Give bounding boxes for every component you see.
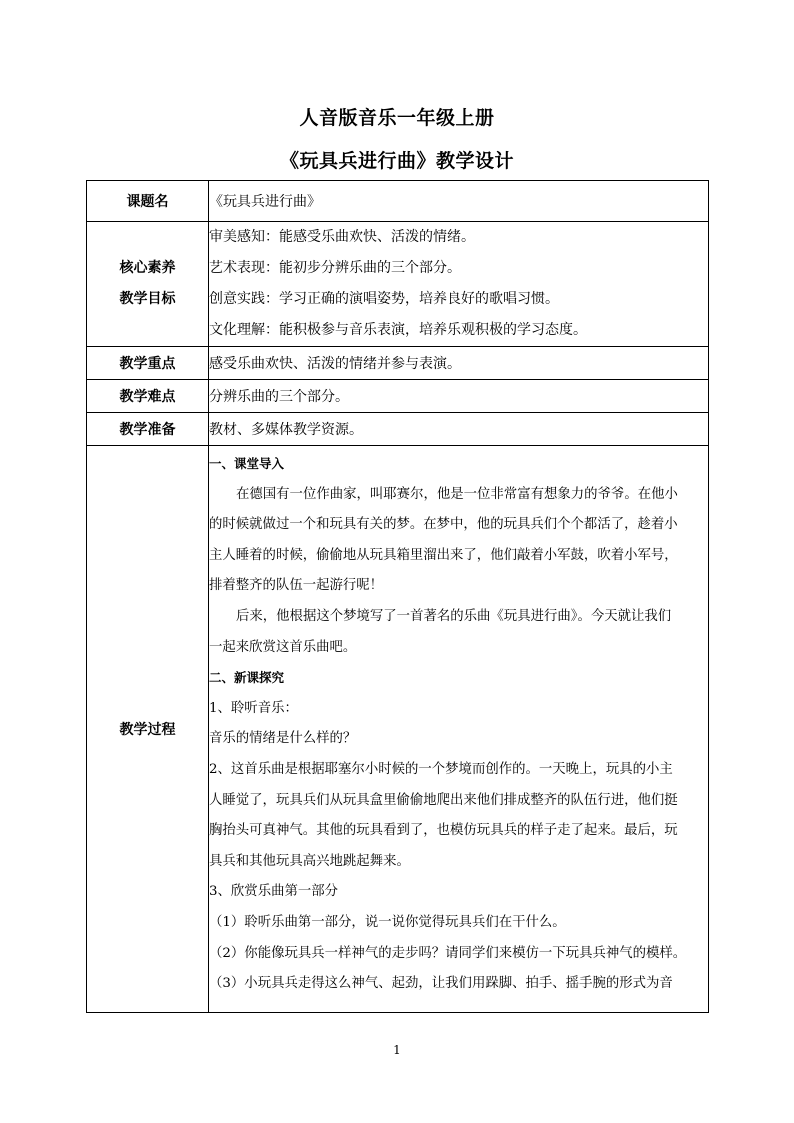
difficulty-label: 教学难点: [87, 380, 209, 413]
difficulty-row: [87, 380, 709, 413]
paragraph-line: 后来，他根据这个梦境写了一首著名的乐曲《玩具进行曲》。今天就让我们: [236, 608, 672, 624]
goals-row: [87, 222, 709, 347]
preparation-label: 教学准备: [87, 413, 209, 446]
paragraph-line: 2、这首乐曲是根据耶塞尔小时候的一个梦境而创作的。一天晚上，玩具的小主: [209, 761, 673, 777]
section-heading: 一、课堂导入: [209, 456, 285, 471]
paragraph-line: 胸抬头可真神气。其他的玩具看到了，也模仿玩具兵的样子走了起来。最后，玩: [209, 823, 678, 839]
goal-item: 审美感知：能感受乐曲欢快、活泼的情绪。: [209, 229, 475, 245]
document-title-line-1: 人音版音乐一年级上册: [299, 107, 495, 129]
document-title-line-2: 《玩具兵进行曲》教学设计: [279, 150, 514, 172]
key-point-label: 教学重点: [87, 347, 209, 380]
page-number: 1: [393, 1043, 401, 1057]
section-heading: 二、新课探究: [209, 670, 285, 686]
paragraph-line: 一起来欣赏这首乐曲吧。: [209, 639, 357, 655]
topic-value: 《玩具兵进行曲》: [209, 181, 709, 222]
paragraph-line: 3、欣赏乐曲第一部分: [209, 884, 339, 900]
goal-item: 创意实践：学习正确的演唱姿势，培养良好的歌唱习惯。: [209, 291, 559, 307]
paragraph-line: 1、聆听音乐：: [209, 700, 298, 716]
goals-label-line-2: 教学目标: [119, 291, 176, 307]
goal-item: 文化理解：能积极参与音乐表演，培养乐观积极的学习态度。: [209, 322, 587, 338]
paragraph-line: 人睡觉了，玩具兵们从玩具盒里偷偷地爬出来他们排成整齐的队伍行进，他们挺: [209, 792, 678, 808]
paragraph-line: （2）你能像玩具兵一样神气的走步吗？请同学们来模仿一下玩具兵神气的模样。: [209, 945, 687, 961]
paragraph-line: 排着整齐的队伍一起游行呢！: [209, 578, 384, 594]
key-point-value: 感受乐曲欢快、活泼的情绪并参与表演。: [209, 347, 709, 380]
goals-label-line-1: 核心素养: [119, 260, 176, 276]
difficulty-value: 分辨乐曲的三个部分。: [209, 380, 709, 413]
goal-item: 艺术表现：能初步分辨乐曲的三个部分。: [209, 260, 461, 276]
paragraph-line: 的时候就做过一个和玩具有关的梦。在梦中，他的玩具兵们个个都活了，趁着小: [209, 517, 678, 533]
paragraph-line: 音乐的情绪是什么样的？: [209, 731, 357, 747]
process-label: 教学过程: [87, 446, 209, 1013]
lesson-plan-table: [86, 180, 709, 1013]
topic-row: [87, 181, 709, 222]
paragraph-line: 主人睡着的时候，偷偷地从玩具箱里溜出来了，他们敲着小军鼓，吹着小军号，: [209, 547, 678, 563]
paragraph-line: 在德国有一位作曲家，叫耶赛尔，他是一位非常富有想象力的爷爷。在他小: [236, 486, 678, 502]
key-point-row: [87, 347, 709, 380]
process-content: [209, 446, 709, 1013]
preparation-row: [87, 413, 709, 446]
paragraph-line: （3）小玩具兵走得这么神气、起劲，让我们用跺脚、拍手、摇手腕的形式为音: [209, 976, 673, 992]
preparation-value: 教材、多媒体教学资源。: [209, 413, 709, 446]
topic-label: 课题名: [87, 181, 209, 222]
paragraph-line: （1）聆听乐曲第一部分，说一说你觉得玩具兵们在干什么。: [209, 914, 566, 930]
process-row: [87, 446, 709, 1013]
paragraph-line: 具兵和其他玩具高兴地跳起舞来。: [209, 853, 410, 869]
goals-label: [87, 222, 209, 347]
goals-content: [209, 222, 709, 347]
